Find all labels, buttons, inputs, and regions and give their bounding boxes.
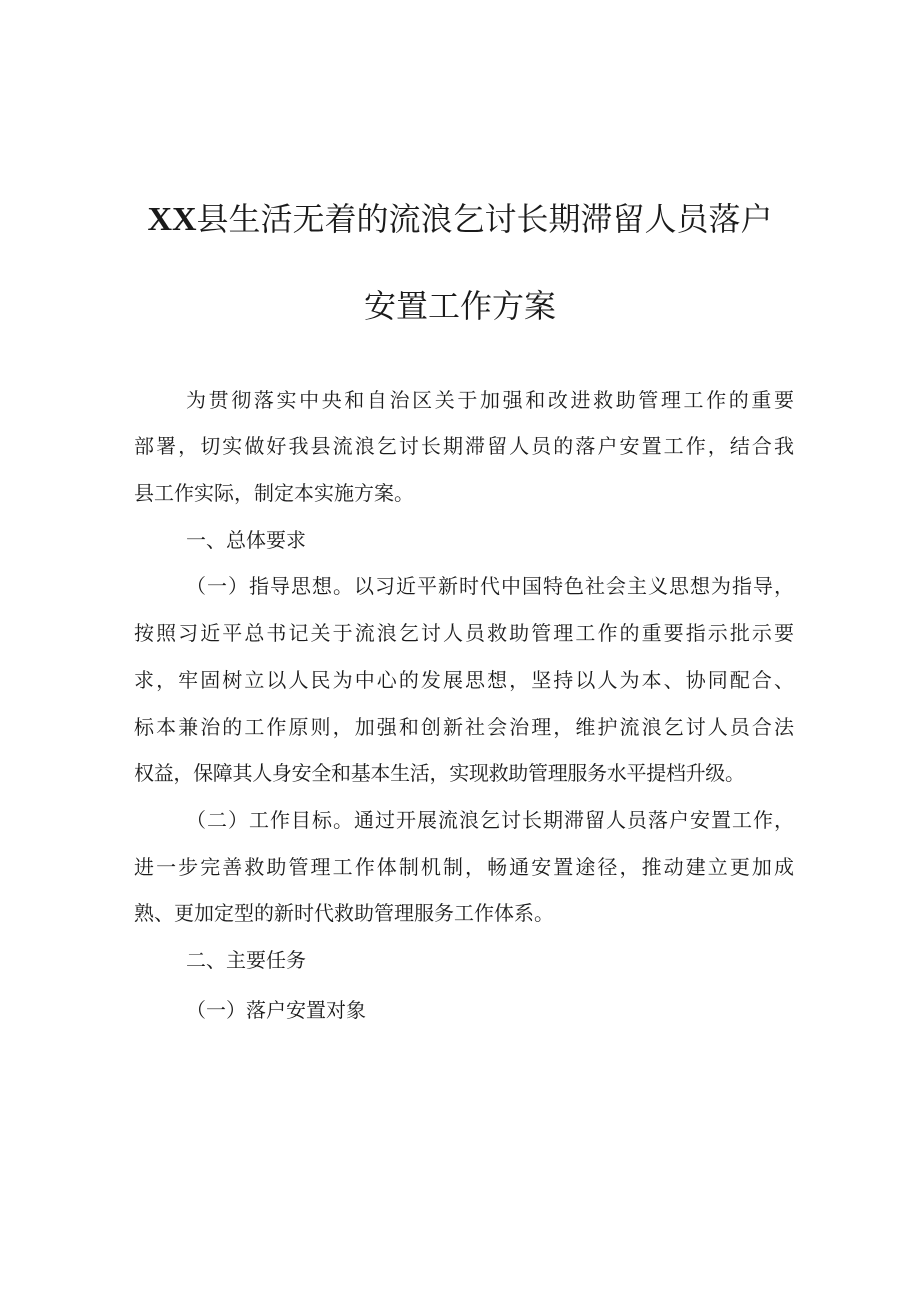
body-line: 求，牢固树立以人民为中心的发展思想，坚持以人为本、协同配合、 — [134, 668, 794, 692]
body-line: 标本兼治的工作原则，加强和创新社会治理，维护流浪乞讨人员合法 — [134, 715, 794, 739]
document-title-line-2: 安置工作方案 — [363, 287, 556, 325]
document-title-line-1 — [0, 194, 920, 240]
body-line: 按照习近平总书记关于流浪乞讨人员救助管理工作的重要指示批示要 — [134, 621, 794, 645]
body-line: 为贯彻落实中央和自治区关于加强和改进救助管理工作的重要 — [186, 388, 794, 412]
section-heading: 一、总体要求 — [186, 528, 306, 552]
body-line: （二）工作目标。通过开展流浪乞讨长期滞留人员落户安置工作， — [186, 808, 794, 832]
body-line: 熟、更加定型的新时代救助管理服务工作体系。 — [134, 901, 554, 925]
title-text-1: 县生活无着的流浪乞讨长期滞留人员落户 — [196, 200, 773, 238]
subsection-heading: （一）落户安置对象 — [186, 998, 366, 1022]
section-heading: 二、主要任务 — [186, 948, 306, 972]
body-line: 权益，保障其人身安全和基本生活，实现救助管理服务水平提档升级。 — [134, 761, 745, 785]
body-line: （一）指导思想。以习近平新时代中国特色社会主义思想为指导， — [186, 574, 794, 598]
body-line: 进一步完善救助管理工作体制机制，畅通安置途径，推动建立更加成 — [134, 855, 794, 879]
body-line: 县工作实际，制定本实施方案。 — [134, 481, 414, 505]
title-prefix: XX — [147, 201, 197, 238]
body-line: 部署，切实做好我县流浪乞讨长期滞留人员的落户安置工作，结合我 — [134, 434, 794, 458]
